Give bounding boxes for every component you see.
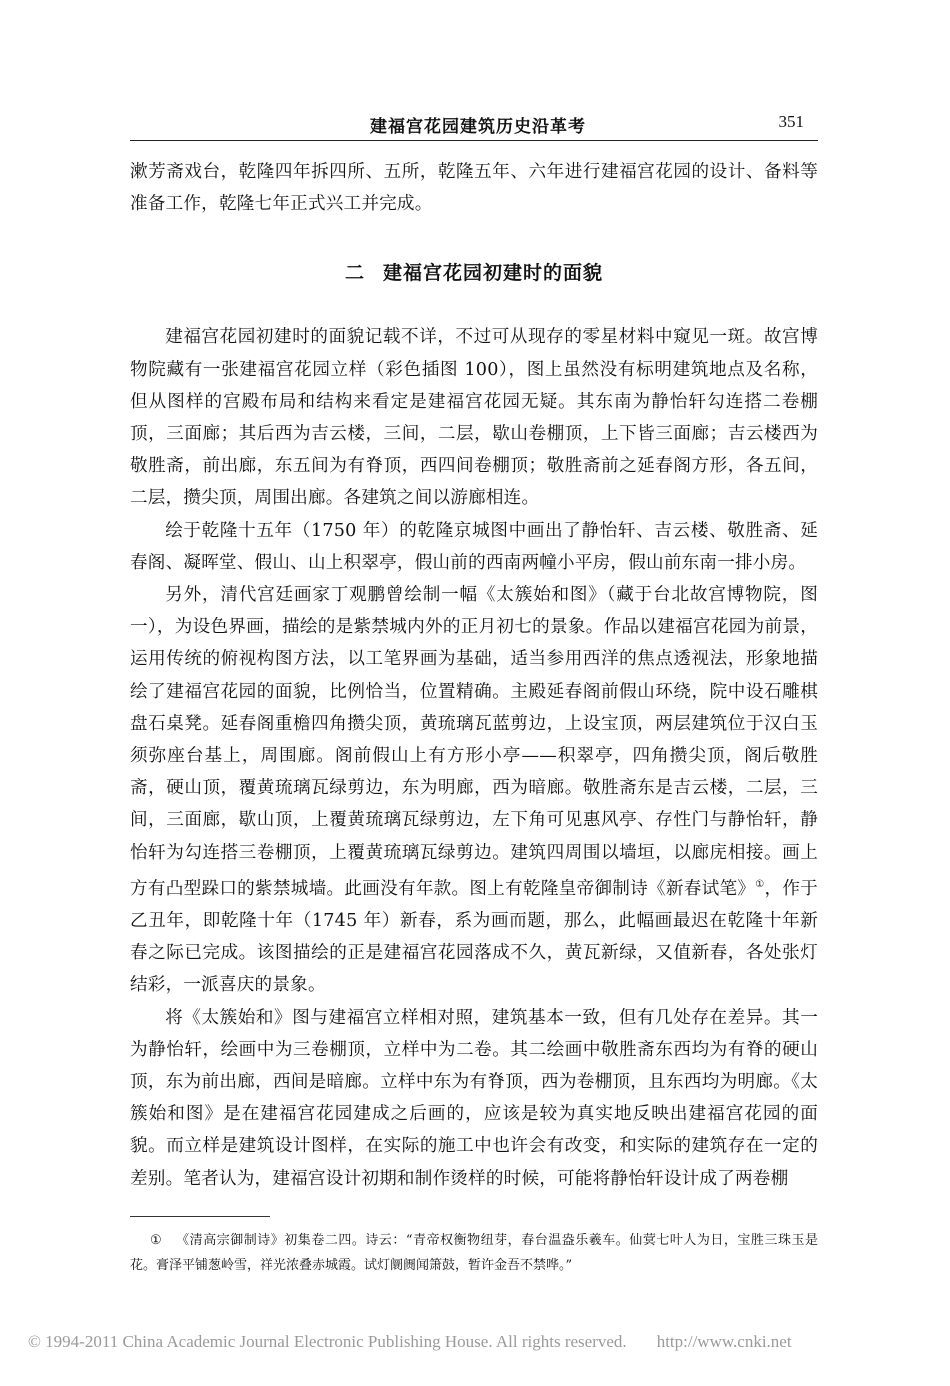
- footnote-divider: [130, 1216, 270, 1217]
- publisher-link[interactable]: http://www.cnki.net: [656, 1332, 792, 1351]
- paragraph: 建福宫花园初建时的面貌记载不详，不过可从现存的零星材料中窥见一斑。故宫博物院藏有一张建福宫花园立样（彩色插图 100），图上虽然没有标明建筑地点及名称，但从图样的宫殿布局和结构来看定是建福宫花园无疑。其东南为静怡轩勾连搭二卷棚顶，三面廊；其后西为吉云楼，三间，二层，歇山卷棚顶，上下皆三面廊；吉云楼西为敬胜斋，前出廊，东五间为有脊顶，西四间卷棚顶；敬胜斋前之延春阁方形，各五间，二层，攒尖顶，周围出廊。各建筑之间以游廊相连。: [130, 327, 818, 509]
- footnote-text: 《清高宗御制诗》初集卷二四。诗云：“青帝权衡物纽芽，春台温盎乐羲车。仙蓂七叶人为日，宝胜三珠玉是花。膏泽平铺葱岭雪，祥光浓叠赤城霞。试灯阛阓闻箫鼓，暂许金吾不禁哗。”: [130, 1233, 818, 1273]
- paragraph-text: 另外，清代宫廷画家丁观鹏曾绘制一幅《太簇始和图》（藏于台北故宫博物院，图一），为设色界画，描绘的是紫禁城内外的正月初七的景象。作品以建福宫花园为前景，运用传统的俯视构图方法，以工笔界画为基础，适当参用西洋的焦点透视法，形象地描绘了建福宫花园的面貌，比例恰当，位置精确。主殿延春阁前假山环绕，院中设石雕棋盘石桌凳。延春阁重檐四角攒尖顶，黄琉璃瓦蓝剪边，上设宝顶，两层建筑位于汉白玉须弥座台基上，周围廊。阁前假山上有方形小亭——积翠亭，四角攒尖顶，阁后敬胜斋，硬山顶，覆黄琉璃瓦绿剪边，东为明廊，西为暗廊。敬胜斋东是吉云楼，二层，三间，三面廊，歇山顶，上覆黄琉璃瓦绿剪边，左下角可见惠风亭、存性门与静怡轩，静怡轩为勾连搭三卷棚顶，上覆黄琉璃瓦绿剪边。建筑四周围以墙垣，以廊庑相接。画上方有凸型跺口的紫禁城墙。此画没有年款。图上有乾隆皇帝御制诗《新春试笔》: [130, 585, 818, 899]
- paragraph-continued: 漱芳斋戏台，乾隆四年拆四所、五所，乾隆五年、六年进行建福宫花园的设计、备料等准备工作，乾隆七年正式兴工并完成。: [130, 162, 818, 215]
- section-title: 建福宫花园初建时的面貌: [383, 262, 604, 285]
- footnote-reference[interactable]: ①: [755, 878, 765, 890]
- paragraph: 绘于乾隆十五年（1750 年）的乾隆京城图中画出了静怡轩、吉云楼、敬胜斋、延春阁、凝晖堂、假山、山上积翠亭，假山前的西南两幢小平房，假山前东南一排小房。: [130, 520, 818, 573]
- footnote: [130, 1228, 818, 1278]
- section-number: 二: [344, 262, 365, 285]
- article-body: [130, 156, 818, 1195]
- running-header: [130, 110, 818, 141]
- running-header-title: 建福宫花园建筑历史沿革考: [370, 117, 586, 137]
- copyright-line: [28, 1332, 928, 1352]
- footnote-mark: ①: [150, 1233, 163, 1248]
- paragraph-text: ，作于乙丑年，即乾隆十年（1745 年）新春，系为画而题，那么，此幅画最迟在乾隆十年新春之际已完成。该图描绘的正是建福宫花园落成不久，黄瓦新绿，又值新春，各处张灯结彩，一派喜庆的景象。: [130, 878, 818, 996]
- page-number: 351: [778, 112, 804, 131]
- copyright-notice: © 1994-2011 China Academic Journal Electronic Publishing House. All rights reserved.: [28, 1332, 627, 1351]
- paragraph: [130, 579, 818, 1002]
- paragraph: 将《太簇始和》图与建福宫立样相对照，建筑基本一致，但有几处存在差异。其一为静怡轩，绘画中为三卷棚顶，立样中为二卷。其二绘画中敬胜斋东西均为有脊的硬山顶，东为前出廊，西间是暗廊。立样中东为有脊顶，西为卷棚顶，且东西均为明廊。《太簇始和图》是在建福宫花园建成之后画的，应该是较为真实地反映出建福宫花园的面貌。而立样是建筑设计图样，在实际的施工中也许会有改变，和实际的建筑存在一定的差别。笔者认为，建福宫设计初期和制作烫样的时候，可能将静怡轩设计成了两卷棚: [130, 1007, 818, 1189]
- section-heading: [130, 258, 818, 285]
